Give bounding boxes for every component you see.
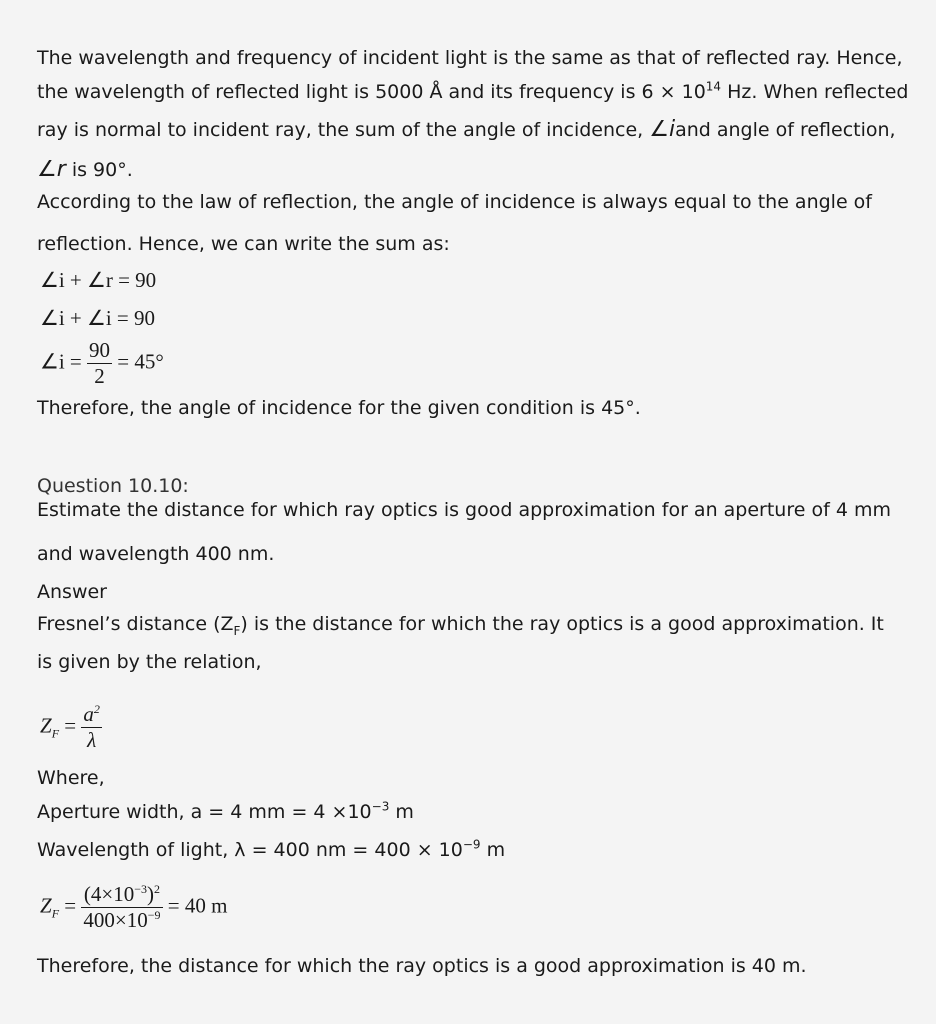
para1-line1: The wavelength and frequency of incident light is the same as that of reflected ray. Hence, — [37, 47, 903, 69]
equation-3-lhs: ∠i = — [40, 349, 82, 374]
para1-line3-tail: and angle of reflection, — [675, 119, 896, 141]
calc-num-paren: ) — [147, 882, 154, 906]
para2-line1: According to the law of reflection, the angle of incidence is always equal to the angle of — [37, 191, 872, 213]
formula-z-subscript: F — [51, 726, 60, 741]
conclusion-angle: Therefore, the angle of incidence for the given condition is 45°. — [37, 397, 641, 419]
answer-line1 — [37, 612, 884, 636]
calc-result: = 40 m — [167, 893, 228, 918]
calc-numerator — [81, 882, 162, 907]
fraction-denominator: 2 — [87, 363, 112, 389]
para1-line2 — [37, 80, 908, 104]
conclusion-distance: Therefore, the distance for which the ray optics is a good approximation is 40 m. — [37, 955, 807, 977]
equation-3 — [40, 338, 164, 389]
calc-z: Z — [40, 893, 52, 918]
calc-den-base: 400×10 — [83, 908, 148, 932]
frequency-exponent: 14 — [705, 79, 722, 94]
calc-equals: = — [59, 893, 77, 918]
fraction-a2-over-lambda — [81, 702, 102, 753]
fresnel-subscript: F — [233, 623, 241, 638]
fresnel-formula — [40, 702, 102, 753]
equation-2: ∠i + ∠i = 90 — [40, 306, 156, 330]
where-label: Where, — [37, 767, 105, 789]
answer-line2: is given by the relation, — [37, 651, 262, 673]
answer-line1-text: Fresnel’s distance (Z — [37, 613, 234, 635]
para1-line2-tail: Hz. When reflected — [721, 81, 909, 103]
calc-num-exponent: −3 — [134, 882, 147, 896]
calc-z-subscript: F — [51, 906, 60, 921]
aperture-text: Aperture width, a = 4 mm = 4 ×10 — [37, 801, 372, 823]
symbol-a: a — [83, 702, 94, 726]
para1-line4-text: is 90°. — [65, 159, 133, 181]
para1-line3-text: ray is normal to incident ray, the sum of the angle of incidence, — [37, 119, 650, 141]
question-label: Question 10.10: — [37, 475, 189, 497]
wavelength-line — [37, 838, 505, 862]
wavelength-unit: m — [480, 839, 506, 861]
aperture-exponent: −3 — [371, 799, 390, 814]
aperture-line — [37, 800, 414, 824]
symbol-lambda: λ — [81, 727, 102, 753]
symbol-a-exponent: 2 — [93, 702, 100, 716]
equation-1: ∠i + ∠r = 90 — [40, 268, 157, 292]
answer-line1-tail: ) is the distance for which the ray optics is a good approximation. It — [240, 613, 884, 635]
question-line1: Estimate the distance for which ray optics is good approximation for an aperture of 4 mm — [37, 499, 891, 521]
para2-line2: reflection. Hence, we can write the sum as: — [37, 233, 450, 255]
wavelength-text: Wavelength of light, λ = 400 nm = 400 × 10 — [37, 839, 463, 861]
fraction-a2 — [81, 702, 102, 727]
fraction-90-over-2 — [87, 338, 112, 389]
formula-z: Z — [40, 713, 52, 738]
fresnel-calculation — [40, 882, 227, 933]
angle-i-symbol: ∠i — [649, 117, 676, 142]
wavelength-exponent: −9 — [462, 837, 481, 852]
calc-denominator — [81, 907, 162, 933]
question-line2: and wavelength 400 nm. — [37, 543, 275, 565]
para1-line4 — [37, 158, 133, 182]
angle-r-symbol: ∠r — [37, 157, 66, 182]
answer-label: Answer — [37, 581, 107, 603]
calc-den-exponent: −9 — [147, 908, 161, 922]
equation-3-rhs: = 45° — [117, 349, 164, 374]
calc-num-square: 2 — [154, 882, 160, 896]
calc-num-base: (4×10 — [83, 882, 135, 906]
fraction-calc — [81, 882, 162, 933]
formula-equals: = — [59, 713, 77, 738]
fraction-numerator: 90 — [89, 338, 111, 362]
para1-line3 — [37, 118, 896, 142]
para1-line2-text: the wavelength of reflected light is 5000 Å and its frequency is 6 × 10 — [37, 81, 706, 103]
aperture-unit: m — [389, 801, 414, 823]
